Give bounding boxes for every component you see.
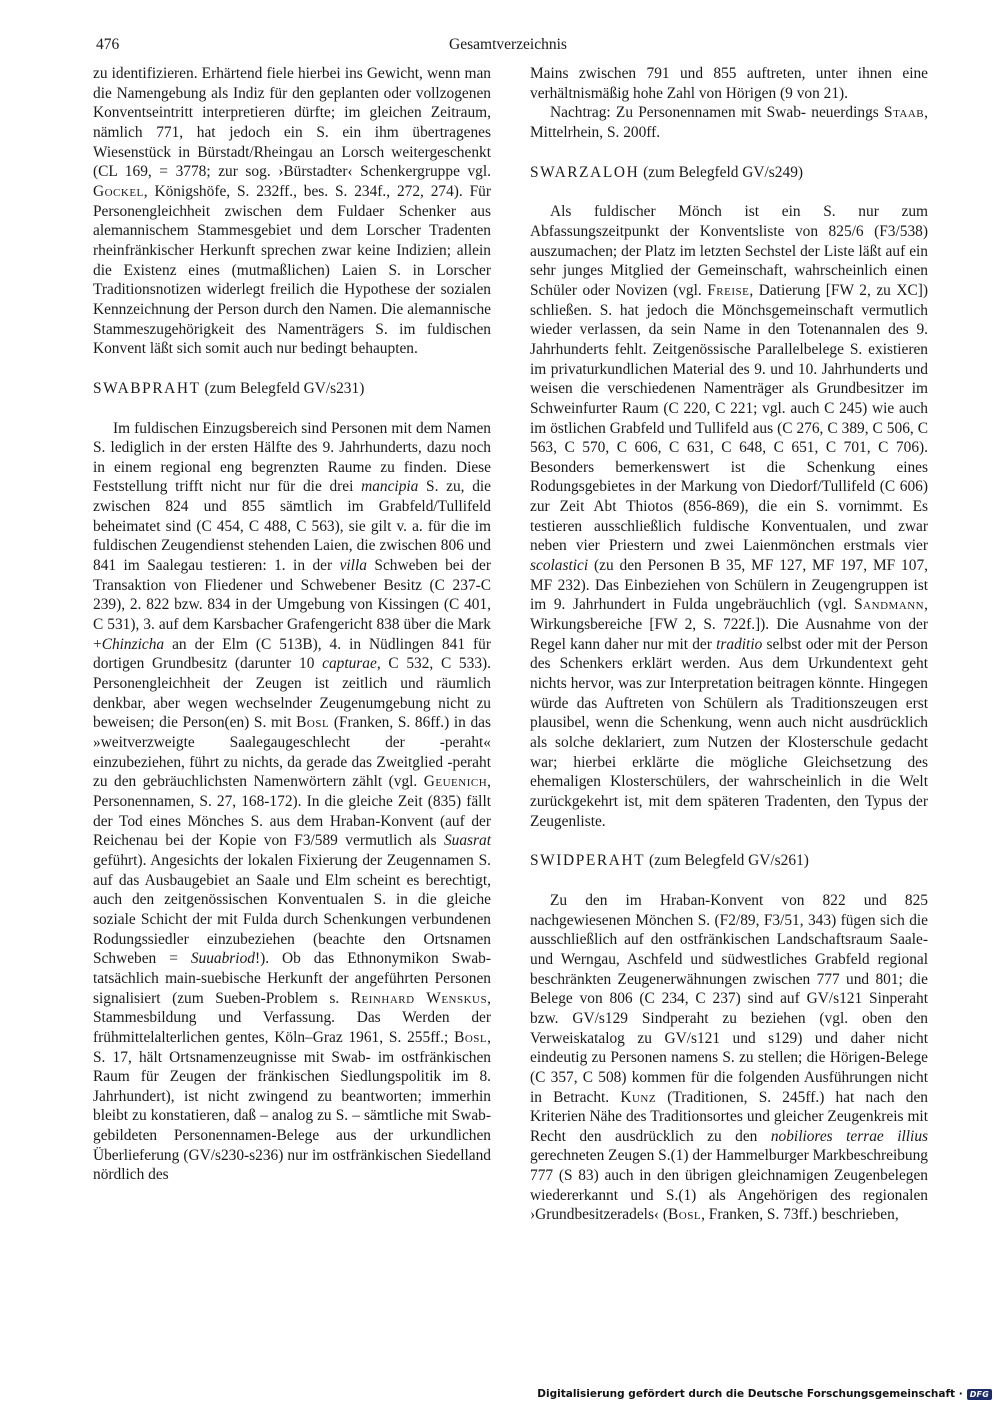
left-column — [93, 64, 491, 1185]
right-column — [530, 64, 928, 1225]
page-number: 476 — [96, 36, 120, 53]
section-heading-swarzaloh: SWARZALOH (zum Belegfeld GV/s249) — [530, 163, 804, 181]
digitization-credit — [537, 1386, 992, 1402]
paragraph: Als fuldischer Mönch ist ein S. nur zum Abfassungszeitpunkt der Konventsliste von 825/6 (F3/538) auszumachen; der Platz im letzten Sechstel der Liste läßt auf ein sehr junges Mitglied der Gemeinschaft, wahrscheinlich einen Schüler oder Novizen (vgl. Freise, Datierung [FW 2, zu XC]) schließen. S. hat jedoch die Mönchsgemeinschaft vermutlich wieder verlassen, da sein Name in den Totenannalen des 9. Jahrhunderts fehlt. Zeitgenössische Parallelbelege S. existieren im privaturkundlichen Material des 9. und 10. Jahrhunderts und weisen die verschiedenen Namenträger als Grundbesitzer im Schweinfurter Raum (C 220, C 221; vgl. auch C 245) wie auch im östlichen Grabfeld und Tullifeld aus (C 276, C 389, C 506, C 563, C 570, C 606, C 631, C 648, C 651, C 701, C 706). Besonders bemerkenswert ist die Schenkung eines Rodungsgebietes in der Markung von Diedorf/Tullifeld (C 606) zur Zeit Abt Thiotos (856-869), die ein S. vornimmt. Es testieren ausschließlich fuldische Konventualen, und zwar neben vier Priestern und zwei Laienmönchen erstmals vier scolastici (zu den Personen B 35, MF 127, MF 197, MF 107, MF 232). Das Einbeziehen von Schülern in Zeugengruppen ist im 9. Jahrhundert in Fulda ungebräuchlich (vgl. Sandmann, Wirkungsbereiche [FW 2, S. 722f.]). Die Ausnahme von der Regel kann daher nur mit der traditio selbst oder mit der Person des Schenkers erklärt werden. Aus dem Urkundentext geht nichts hervor, was zur Interpretation beitragen könnte. Hingegen würde das Auftreten von Schülern als Traditionszeugen erst plausibel, wenn die Schenkung, wenn auch nicht ausdrücklich als solche deklariert, zum Nutzen der Klosterschule gedacht war; hierbei erklärte die mögliche Gleichsetzung des ehemaligen Klosterschülers, der wahrscheinlich in die Welt zurückgekehrt ist, mit dem späteren Tradenten, den Typus der Zeugenliste. — [530, 203, 928, 830]
paragraph: Mains zwischen 791 und 855 auftreten, unter ihnen eine verhältnismäßig hohe Zahl von Hörigen (9 von 21). — [530, 65, 928, 102]
page-header — [96, 36, 920, 60]
paragraph: Zu den im Hraban-Konvent von 822 und 825 nachgewiesenen Mönchen S. (F2/89, F3/51, 343) fügen sich die ausschließlich auf den ostfränkischen Landschaftsraum Saale- und Werngau, Aschfeld und südwestliches Grabfeld regional beschränkten Zeugenerwähnungen zwischen 777 und 801; die Belege von 806 (C 234, C 237) sind auf GV/s121 Sinperaht bzw. GV/s129 Sindperaht zu beziehen (vgl. oben den Verweiskatalog zu GV/s121 und s129) und daher nicht eindeutig zu Personen namens S. zu stellen; die Hörigen-Belege (C 357, C 508) kommen für die folgenden Ausführungen nicht in Betracht. Kunz (Traditionen, S. 245ff.) hat nach den Kriterien Nähe des Traditionsortes und gleicher Zeugenkreis mit Recht den ausdrücklich zu den nobiliores terrae illius gerechneten Zeugen S.(1) der Hammelburger Markbeschreibung 777 (S 83) auch in den übrigen gleichnamigen Zeugenbelegen wiedererkannt und S.(1) als Angehörigen des regionalen ›Grundbesitzeradels‹ (Bosl, Franken, S. 73ff.) beschrieben, — [530, 891, 929, 1224]
running-title: Gesamtverzeichnis — [449, 36, 567, 53]
paragraph: zu identifizieren. Erhärtend fiele hierbei ins Gewicht, wenn man die Namengebung als Indiz für den geplanten oder vollzogenen Konventseintritt interpretieren dürfte; im gleichen Zeitraum, nämlich 771, hat jedoch ein S. ein ihm übertragenes Wiesenstück in Bürstadt/Rheingau an Lorsch weitergeschenkt (CL 169, = 3778; zur sog. ›Bürstadter‹ Schenkergruppe vgl. Gockel, Königshöfe, S. 232ff., bes. S. 234f., 272, 274). Für Personengleichheit zwischen dem Fuldaer Schenker aus alemannischem Stammesgebiet und dem Lorscher Tradenten rheinfränkischer Herkunft sprechen zwar keine Indizien; allein die Existenz eines (mutmaßlichen) Laien S. in Lorscher Traditionsnotizen widerlegt freilich die Hypothese der sozialen Kennzeichnung der Person durch den Namen. Die alemannische Stammeszugehörigkeit des Namenträgers S. im fuldischen Konvent läßt sich somit auch nur bedingt behaupten. — [93, 65, 491, 358]
paragraph: Nachtrag: Zu Personennamen mit Swab- neuerdings Staab, Mittelrhein, S. 200ff. — [530, 104, 928, 141]
dfg-logo-icon: DFG — [967, 1389, 992, 1400]
paragraph: Im fuldischen Einzugsbereich sind Personen mit dem Namen S. lediglich in der ersten Hälfte des 9. Jahrhunderts, dazu noch in einem regional eng begrenzten Raume zu finden. Diese Feststellung trifft nicht nur für die drei mancipia S. zu, die zwischen 824 und 855 sämtlich im Grabfeld/Tullifeld beheimatet sind (C 454, C 488, C 563), sie gilt v. a. für die im fuldischen Zeugendienst stehenden Laien, die zwischen 806 und 841 im Saalegau testieren: 1. in der villa Schweben bei der Transaktion von Fliedener und Schwebener Besitz (C 237-C 239), 2. 822 bzw. 834 in der Umgebung von Kissingen (C 401, C 531), 3. auf dem Karsbacher Grafengericht 838 über die Mark +Chinzicha an der Elm (C 513B), 4. in Nüdlingen 841 für dortigen Grundbesitz (darunter 10 capturae, C 532, C 533). Personengleichheit der Zeugen ist zeitlich und räumlich denkbar, aber wegen wechselnder Zeugenumgebung nicht zu beweisen; die Person(en) S. mit Bosl (Franken, S. 86ff.) in das »weitverzweigte Saalegaugeschlecht der -peraht« einzubeziehen, führt zu nichts, da gerade das Zweitglied -peraht zu den gebräuchlichsten Namenwörtern zählt (vgl. Geuenich, Personennamen, S. 27, 168-172). In die gleiche Zeit (835) fällt der Tod eines Mönches S. aus dem Hraban-Konvent (auf der Reichenau bei der Kopie von F3/589 vermutlich als Suasrat geführt). Angesichts der lokalen Fixierung der Zeugennamen S. auf das Ausbaugebiet an Saale und Elm scheint es berechtigt, auch den zeitgenössischen Konventualen S. in die gleiche soziale Schicht der mit Fulda durch Schenkungen verbundenen Rodungssiedler einzubeziehen (beachte den Ortsnamen Schweben = Suuabriod!). Ob das Ethnonymikon Swab- tatsächlich main-suebische Herkunft der angeführten Personen signalisiert (zum Sueben-Problem s. Reinhard Wenskus, Stammesbildung und Verfassung. Das Werden der frühmittelalterlichen gentes, Köln–Graz 1961, S. 255ff.; Bosl, S. 17, hält Ortsnamenzeugnisse mit Swab- im ostfränkischen Raum für Zeugen der fränkischen Siedlungspolitik im 8. Jahrhundert), ist nicht zwingend zu beantworten; immerhin bleibt zu konstatieren, daß – analog zu S. – sämtliche mit Swab- gebildeten Personennamen-Belege aus der urkundlichen Überlieferung (GV/s230-s236) nur im ostfränkischen Siedelland nördlich des — [93, 419, 492, 1184]
credit-text: Digitalisierung gefördert durch die Deutsche Forschungsgemeinschaft · — [537, 1388, 963, 1400]
section-heading-swidperaht: SWIDPERAHT (zum Belegfeld GV/s261) — [530, 852, 809, 870]
section-heading-swabpraht: SWABPRAHT (zum Belegfeld GV/s231) — [93, 379, 365, 397]
